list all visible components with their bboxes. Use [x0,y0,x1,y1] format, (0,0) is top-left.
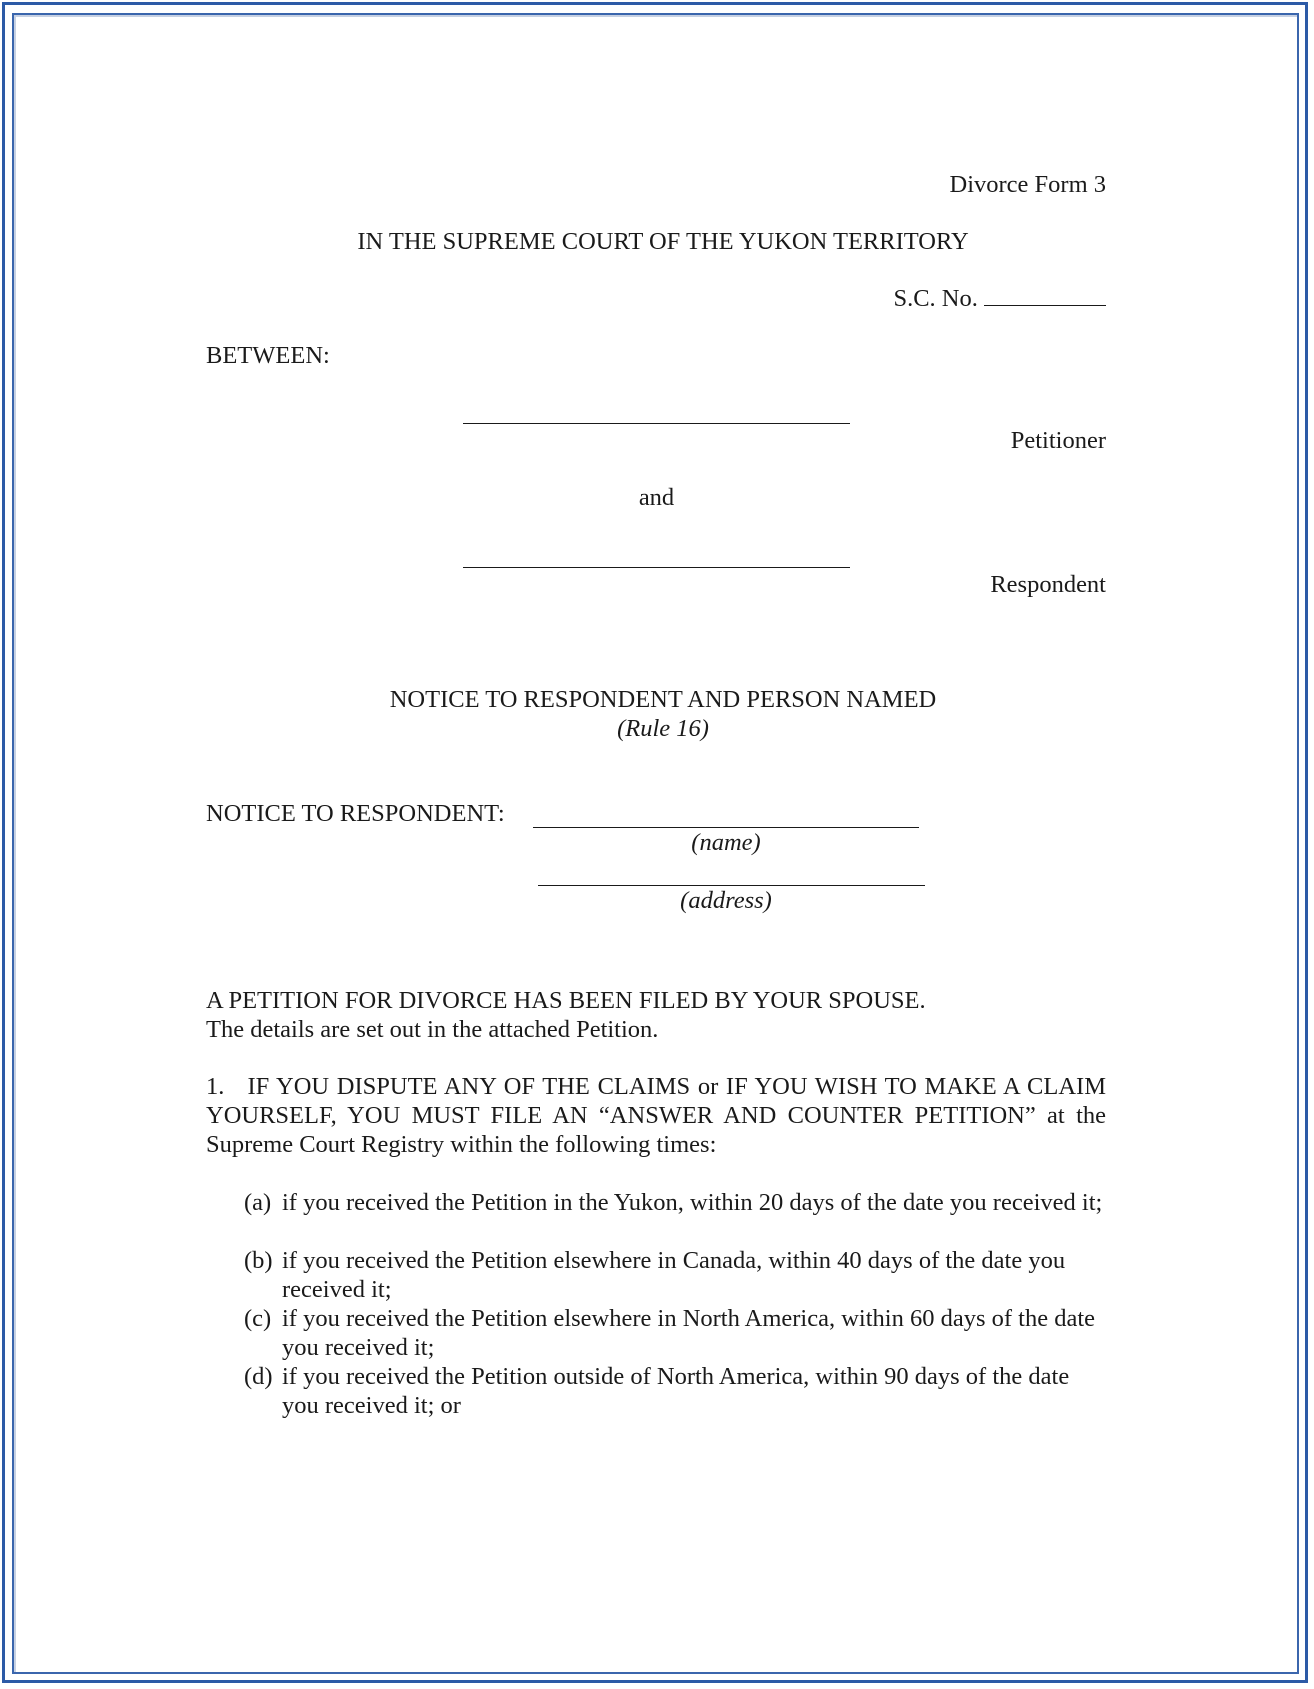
clause-1-text: IF YOU DISPUTE ANY OF THE CLAIMS or IF YOU WISH TO MAKE A CLAIM YOURSELF, YOU MUST FILE AN “ANSWER AND COUNTER PETITION” at the Supreme Court Registry within the following times: [206,1073,1106,1158]
list-item-text: if you received the Petition in the Yukon, within 20 days of the date you received it; [282,1189,1103,1216]
sc-number-line [620,284,1106,313]
document-page [20,20,1292,1668]
between-label: BETWEEN: [206,342,330,369]
respondent-name-blank[interactable] [463,566,850,568]
list-item-d [244,1362,1106,1420]
sc-number-label: S.C. No. [893,285,978,312]
sc-number-blank[interactable] [984,304,1106,306]
petition-heading: A PETITION FOR DIVORCE HAS BEEN FILED BY YOUR SPOUSE. [206,987,926,1014]
list-item-label: (d) [244,1363,273,1390]
petition-details: The details are set out in the attached Petition. [206,1016,659,1043]
notice-to-respondent-label: NOTICE TO RESPONDENT: [206,800,505,827]
list-item-label: (a) [244,1189,272,1216]
list-item-a [244,1188,1106,1217]
court-title: IN THE SUPREME COURT OF THE YUKON TERRITORY [357,228,969,255]
list-item-label: (c) [244,1305,272,1332]
clause-1 [206,1072,1106,1159]
address-caption: (address) [680,887,772,914]
and-label: and [638,484,675,511]
list-item-text: if you received the Petition elsewhere in North America, within 60 days of the date you received it; [282,1305,1096,1361]
list-item-text: if you received the Petition elsewhere in Canada, within 40 days of the date you received it; [282,1247,1066,1303]
list-item-c [244,1304,1106,1362]
clause-1-number: 1. [206,1073,225,1100]
name-caption: (name) [691,829,761,856]
list-item-text: if you received the Petition outside of North America, within 90 days of the date you received it; or [282,1363,1070,1419]
respondent-label: Respondent [990,571,1106,598]
list-item-b [244,1246,1106,1304]
form-label: Divorce Form 3 [949,171,1106,198]
petitioner-label: Petitioner [1010,427,1106,454]
notice-title: NOTICE TO RESPONDENT AND PERSON NAMED [389,686,937,713]
list-item-label: (b) [244,1247,273,1274]
petitioner-name-blank[interactable] [463,422,850,424]
rule-reference: (Rule 16) [617,715,709,742]
